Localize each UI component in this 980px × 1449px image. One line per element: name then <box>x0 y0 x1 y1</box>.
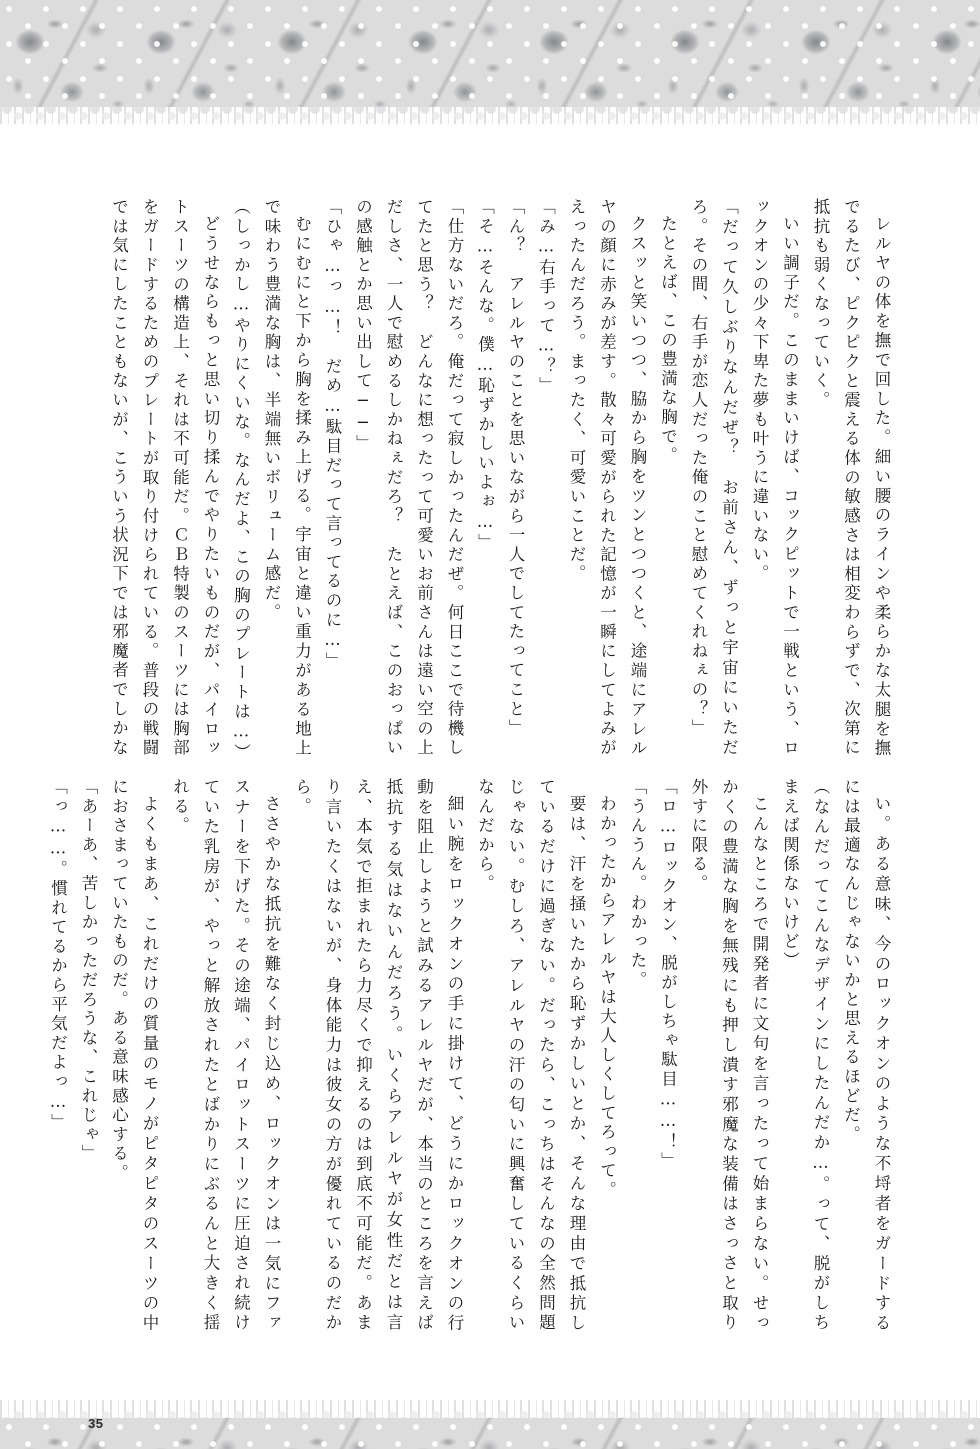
paragraph: 「ん？ アレルヤのことを思いながら一人でしてたってこと」 <box>506 198 525 739</box>
paragraph: （しっかし…やりにくいな。なんだよ、この胸のプレートは…） <box>231 198 251 763</box>
paragraph: 細い腕をロックオンの手に掛けて、どうにかロックオンの行動を阻止しようと試みるアレルヤだが、本当のところを言えば抵抗する気はないんだろう。いくらアレルヤが女性だとは言え、本気で拒まれたら力尽くで抑えるのは到底不可能だ。あまり言いたくはないが、身体能力は彼女の方が優れているのだから。 <box>292 778 464 1333</box>
paragraph: 「ひゃ…っ…！ だめ…駄目だって言ってるのに…」 <box>323 198 342 672</box>
top-decorative-border <box>0 0 980 131</box>
paragraph: 「そ…そんな。僕…恥ずかしいよぉ…」 <box>475 198 495 553</box>
page-number: 35 <box>88 1416 104 1431</box>
paragraph: 「み…右手って…？」 <box>536 198 556 396</box>
paragraph: 「っ……。慣れてるから平気だよっ…」 <box>48 778 68 1133</box>
paragraph: こんなところで開発者に文句を言ったって始まらない。せっかくの豊満な胸を無残にも押し潰す邪魔な装備はさっさと取り外すに限る。 <box>689 778 769 1333</box>
paragraph: よくもまあ、これだけの質量のモノがピタピタのスーツの中におさまっていたものだ。ある意味感心する。 <box>109 778 159 1333</box>
paragraph: レルヤの体を撫で回した。細い腰のラインや柔らかな太腿を撫でるたび、ピクピクと震える体の敏感さは相変わらずで、次第に抵抗も弱くなっていく。 <box>811 198 891 758</box>
paragraph: 「ロ…ロックオン、脱がしちゃ駄目……！」 <box>658 778 678 1172</box>
lace-trim-top <box>0 107 980 131</box>
paragraph: どうせならもっと思い切り揉んでやりたいものだが、パイロットスーツの構造上、それは不可能だ。ＣＢ特製のスーツには胸部をガードするためのプレートが取り付けられている。普段の戦闘では気にしたこともないが、こういう状況下では邪魔者でしかな <box>109 198 220 758</box>
paragraph: 要は、汗を掻いたから恥ずかしいとか、そんな理由で抵抗しているだけに過ぎない。だったら、こっちはそんなの全然問題じゃない。むしろ、アレルヤの汗の匂いに興奮しているくらいなんだから。 <box>475 778 586 1333</box>
paragraph: たとえば、この豊満な胸で。 <box>658 214 678 466</box>
paragraph: い。ある意味、今のロックオンのような不埒者をガードするには最適なんじゃないかと思えるほどだ。 <box>841 778 891 1333</box>
paragraph: （なんだってこんなデザインにしたんだか…。って、脱がしちまえば関係ないけど） <box>780 778 830 1333</box>
paragraph: 「だって久しぶりなんだぜ？ お前さん、ずっと宇宙にいただろ。その間、右手が恋人だった俺のこと慰めてくれねぇの？」 <box>689 198 739 758</box>
paragraph: ささやかな抵抗を難なく封じ込め、ロックオンは一気にファスナーを下げた。その途端、パイロットスーツに圧迫され続けていた乳房が、やっと解放されたとばかりにぶるんと大きく揺れる。 <box>170 778 281 1333</box>
novel-text-upper <box>84 198 896 763</box>
novel-text-lower <box>48 778 896 1333</box>
paragraph: 「うんうん。わかった。 <box>628 778 647 991</box>
paragraph: 「仕方ないだろ。俺だって寂しかったんだぜ。何日ここで待機してたと思う？ どんなに想ったって可愛いお前さんは遠い空の上だしさ、一人で慰めるしかねぇだろ？ たとえば、このおっぱいの感触とか思い出して──」 <box>353 198 464 758</box>
rose-pattern-fill-bottom <box>0 1418 980 1449</box>
paragraph: クスッと笑いつつ、脇から胸をツンとつつくと、途端にアレルヤの顔に赤みが差す。散々可愛がられた記憶が一瞬にしてよみがえったんだろう。まったく、可愛いことだ。 <box>567 198 647 758</box>
paragraph: 「あーあ、苦しかっただろうな、これじゃ」 <box>79 778 98 1164</box>
bottom-decorative-border <box>0 1400 980 1449</box>
paragraph: わかったからアレルヤは大人しくしてろって。 <box>597 794 617 1200</box>
paragraph: いい調子だ。このままいけば、コックピットで一戦という、ロックオンの少々下卑た夢も叶うに違いない。 <box>750 198 800 758</box>
rose-pattern-fill-top <box>0 0 980 110</box>
paragraph: むにむにと下から胸を揉み上げる。宇宙と違い重力がある地上で味わう豊満な胸は、半端無いボリューム感だ。 <box>262 198 312 758</box>
